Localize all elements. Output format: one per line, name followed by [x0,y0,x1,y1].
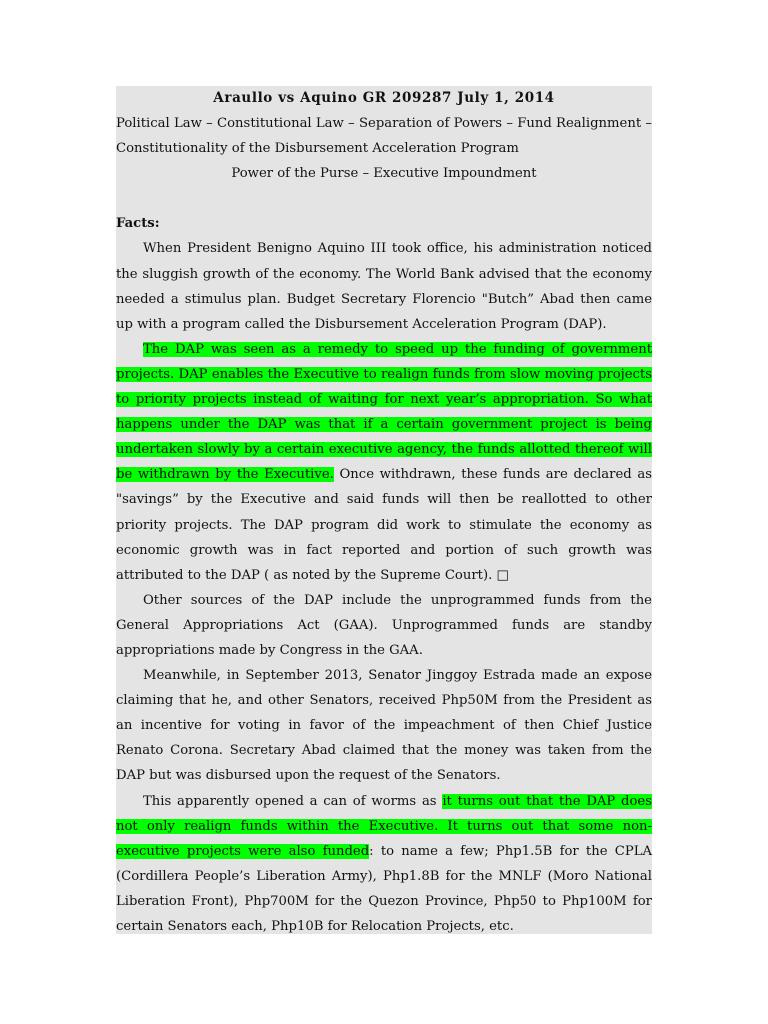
paragraph-1: When President Benigno Aquino III took office, his administration noticed the sluggish growth of the economy. The World Bank advised that the economy needed a stimulus plan. Budget Secretary Florencio "Butch” Abad then came up with a program called the Disbursement Acceleration Program (DAP). [116,241,652,332]
paragraph-2-text: Once withdrawn, these funds are declared as "savings” by the Executive and said funds will then be reallotted to other priority projects. The DAP program did work to stimulate the economy as economic growth was in fact reported and portion of such growth was attributed to the DAP ( as noted by the Supreme Court). [116,467,653,583]
paragraph-3: Other sources of the DAP include the unprogrammed funds from the General Appropriations Act (GAA). Unprogrammed funds are standby appropriations made by Congress in the GAA. [116,592,652,658]
spacer [116,186,652,211]
document-subtitle: Political Law – Constitutional Law – Separation of Powers – Fund Realignment – Constitutionality of the Disbursement Acceleration Program [116,116,652,157]
missing-glyph-icon: □ [496,567,509,583]
highlighted-text: it turns out that the DAP does not only realign funds within the Executive. It turns out that some non-executive projects were also funded [116,793,652,859]
document-topic: Power of the Purse – Executive Impoundment [231,166,537,182]
highlighted-text: The DAP was seen as a remedy to speed up the funding of government projects. DAP enables the Executive to realign funds from slow moving projects to priority projects instead of waiting for next year’s appropriation. So what happens under the DAP was that if a certain government project is being undertaken slowly by a certain executive agency, the funds allotted thereof will be withdrawn by the Executive. [116,341,652,483]
paragraph-5-intro: This apparently opened a can of worms as [143,793,443,809]
document-title: Araullo vs Aquino GR 209287 July 1, 2014 [213,90,555,106]
paragraph-4: Meanwhile, in September 2013, Senator Jinggoy Estrada made an expose claiming that he, and other Senators, received Php50M from the President as an incentive for voting in favor of the impeachment of then Chief Justice Renato Corona. Secretary Abad claimed that the money was taken from the DAP but was disbursed upon the request of the Senators. [116,668,652,784]
paragraph-5-text: : to name a few; Php1.5B for the CPLA (Cordillera People’s Liberation Army), Php1.8B for the MNLF (Moro National Liberation Front), Php700M for the Quezon Province, Php50 to Php100M for certain Senators each, Php10B for Relocation Projects, etc. [116,843,652,934]
document-body [116,86,652,939]
paragraph-5 [116,789,652,940]
paragraph-2 [116,337,652,588]
facts-heading: Facts: [116,216,160,232]
